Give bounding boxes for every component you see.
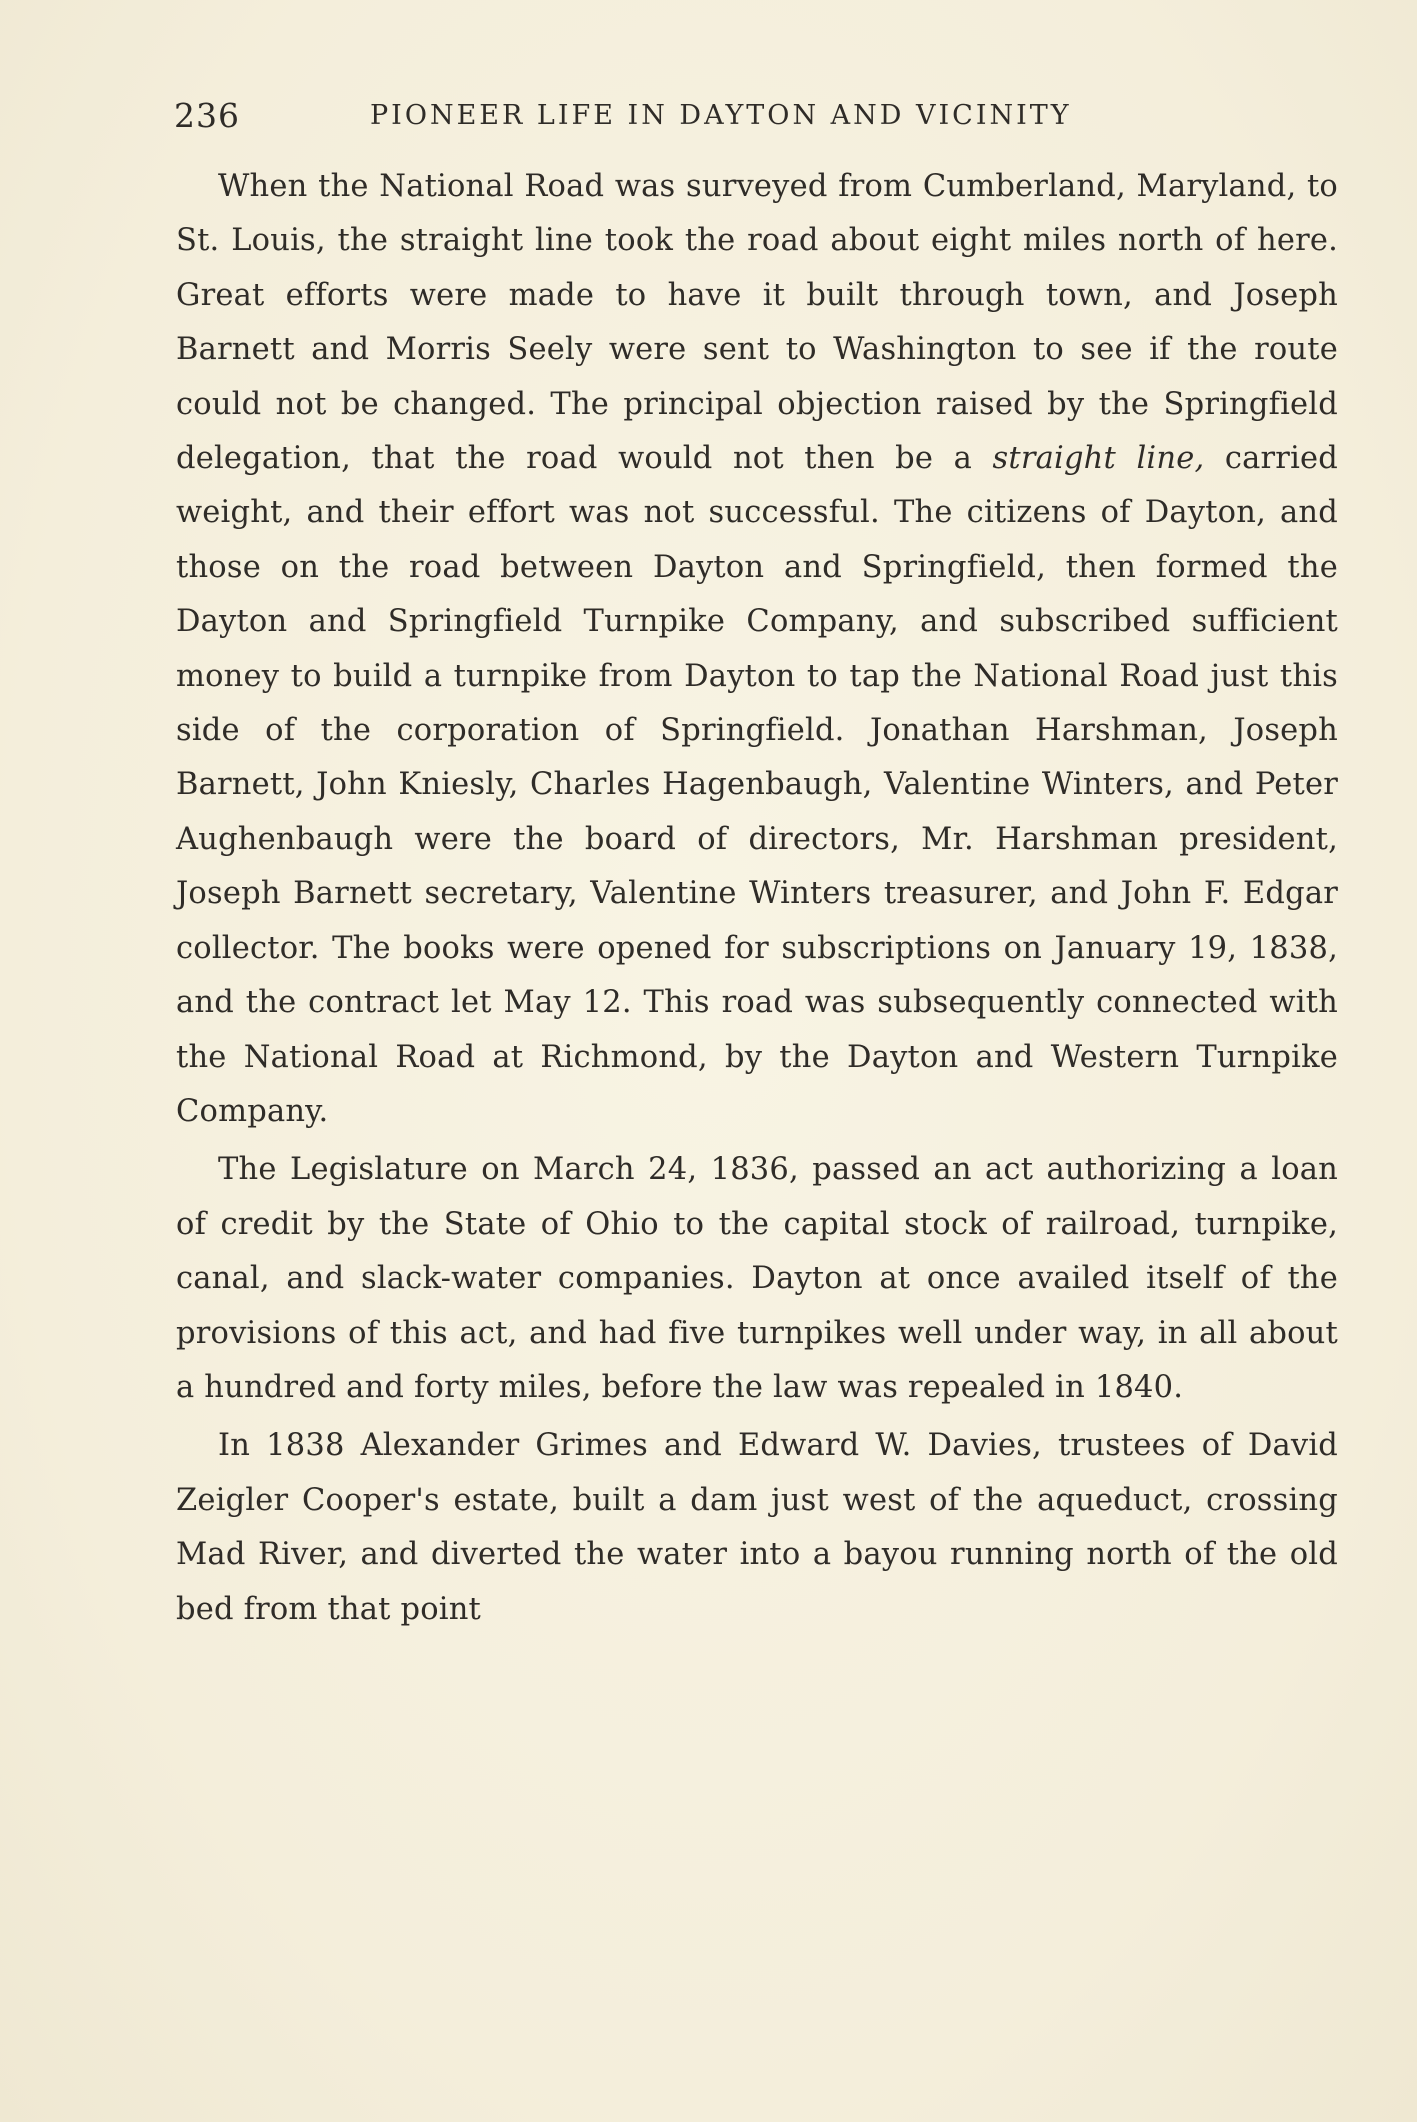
paragraph-text: carried weight, and their effort was not successful. The citizens of Dayton, and those on the road between Dayton and Springfield, then formed the Dayton and Springfield Turnpike Company, and subscribed sufficient money to build a turnpike from Dayton to tap the National Road just this side of the corporation of Springfield. Jonathan Harshman, Joseph Barnett, John Kniesly, Charles Hagenbaugh, Valentine Winters, and Peter Aughenbaugh were the board of directors, Mr. Harshman president, Joseph Barnett secretary, Valentine Winters treasurer, and John F. Edgar collector. The books were opened for subscriptions on January 19, 1838, and the contract let May 12. This road was subsequently connected with the National Road at Richmond, by the Dayton and Western Turnpike Company.	[176, 441, 1338, 1129]
running-title: PIONEER LIFE IN DAYTON AND VICINITY	[370, 100, 1072, 131]
paragraph-legislature: The Legislature on March 24, 1836, passed an act authorizing a loan of credit by the State of Ohio to the capital stock of railroad, turnpike, canal, and slack-water companies. Dayton at once availed itself of the provisions of this act, and had five turnpikes well under way, in all about a hundred and forty miles, before the law was repealed in 1840.	[176, 1152, 1338, 1405]
italic-phrase: straight line,	[992, 441, 1205, 477]
body-text	[176, 160, 1338, 1637]
paragraph-dam: In 1838 Alexander Grimes and Edward W. Davies, trustees of David Zeigler Cooper's estate, built a dam just west of the aqueduct, crossing Mad River, and diverted the water into a bayou running north of the old bed from that point	[176, 1428, 1338, 1627]
paragraph-text: When the National Road was surveyed from Cumberland, Maryland, to St. Louis, the straight line took the road about eight miles north of here. Great efforts were made to have it built through town, and Joseph Barnett and Morris Seely were sent to Washington to see if the route could not be changed. The principal objection raised by the Springfield delegation, that the road would not then be a	[176, 169, 1338, 477]
page-header	[174, 96, 1340, 142]
page-number: 236	[174, 96, 240, 135]
paragraph-national-road	[176, 160, 1338, 1139]
